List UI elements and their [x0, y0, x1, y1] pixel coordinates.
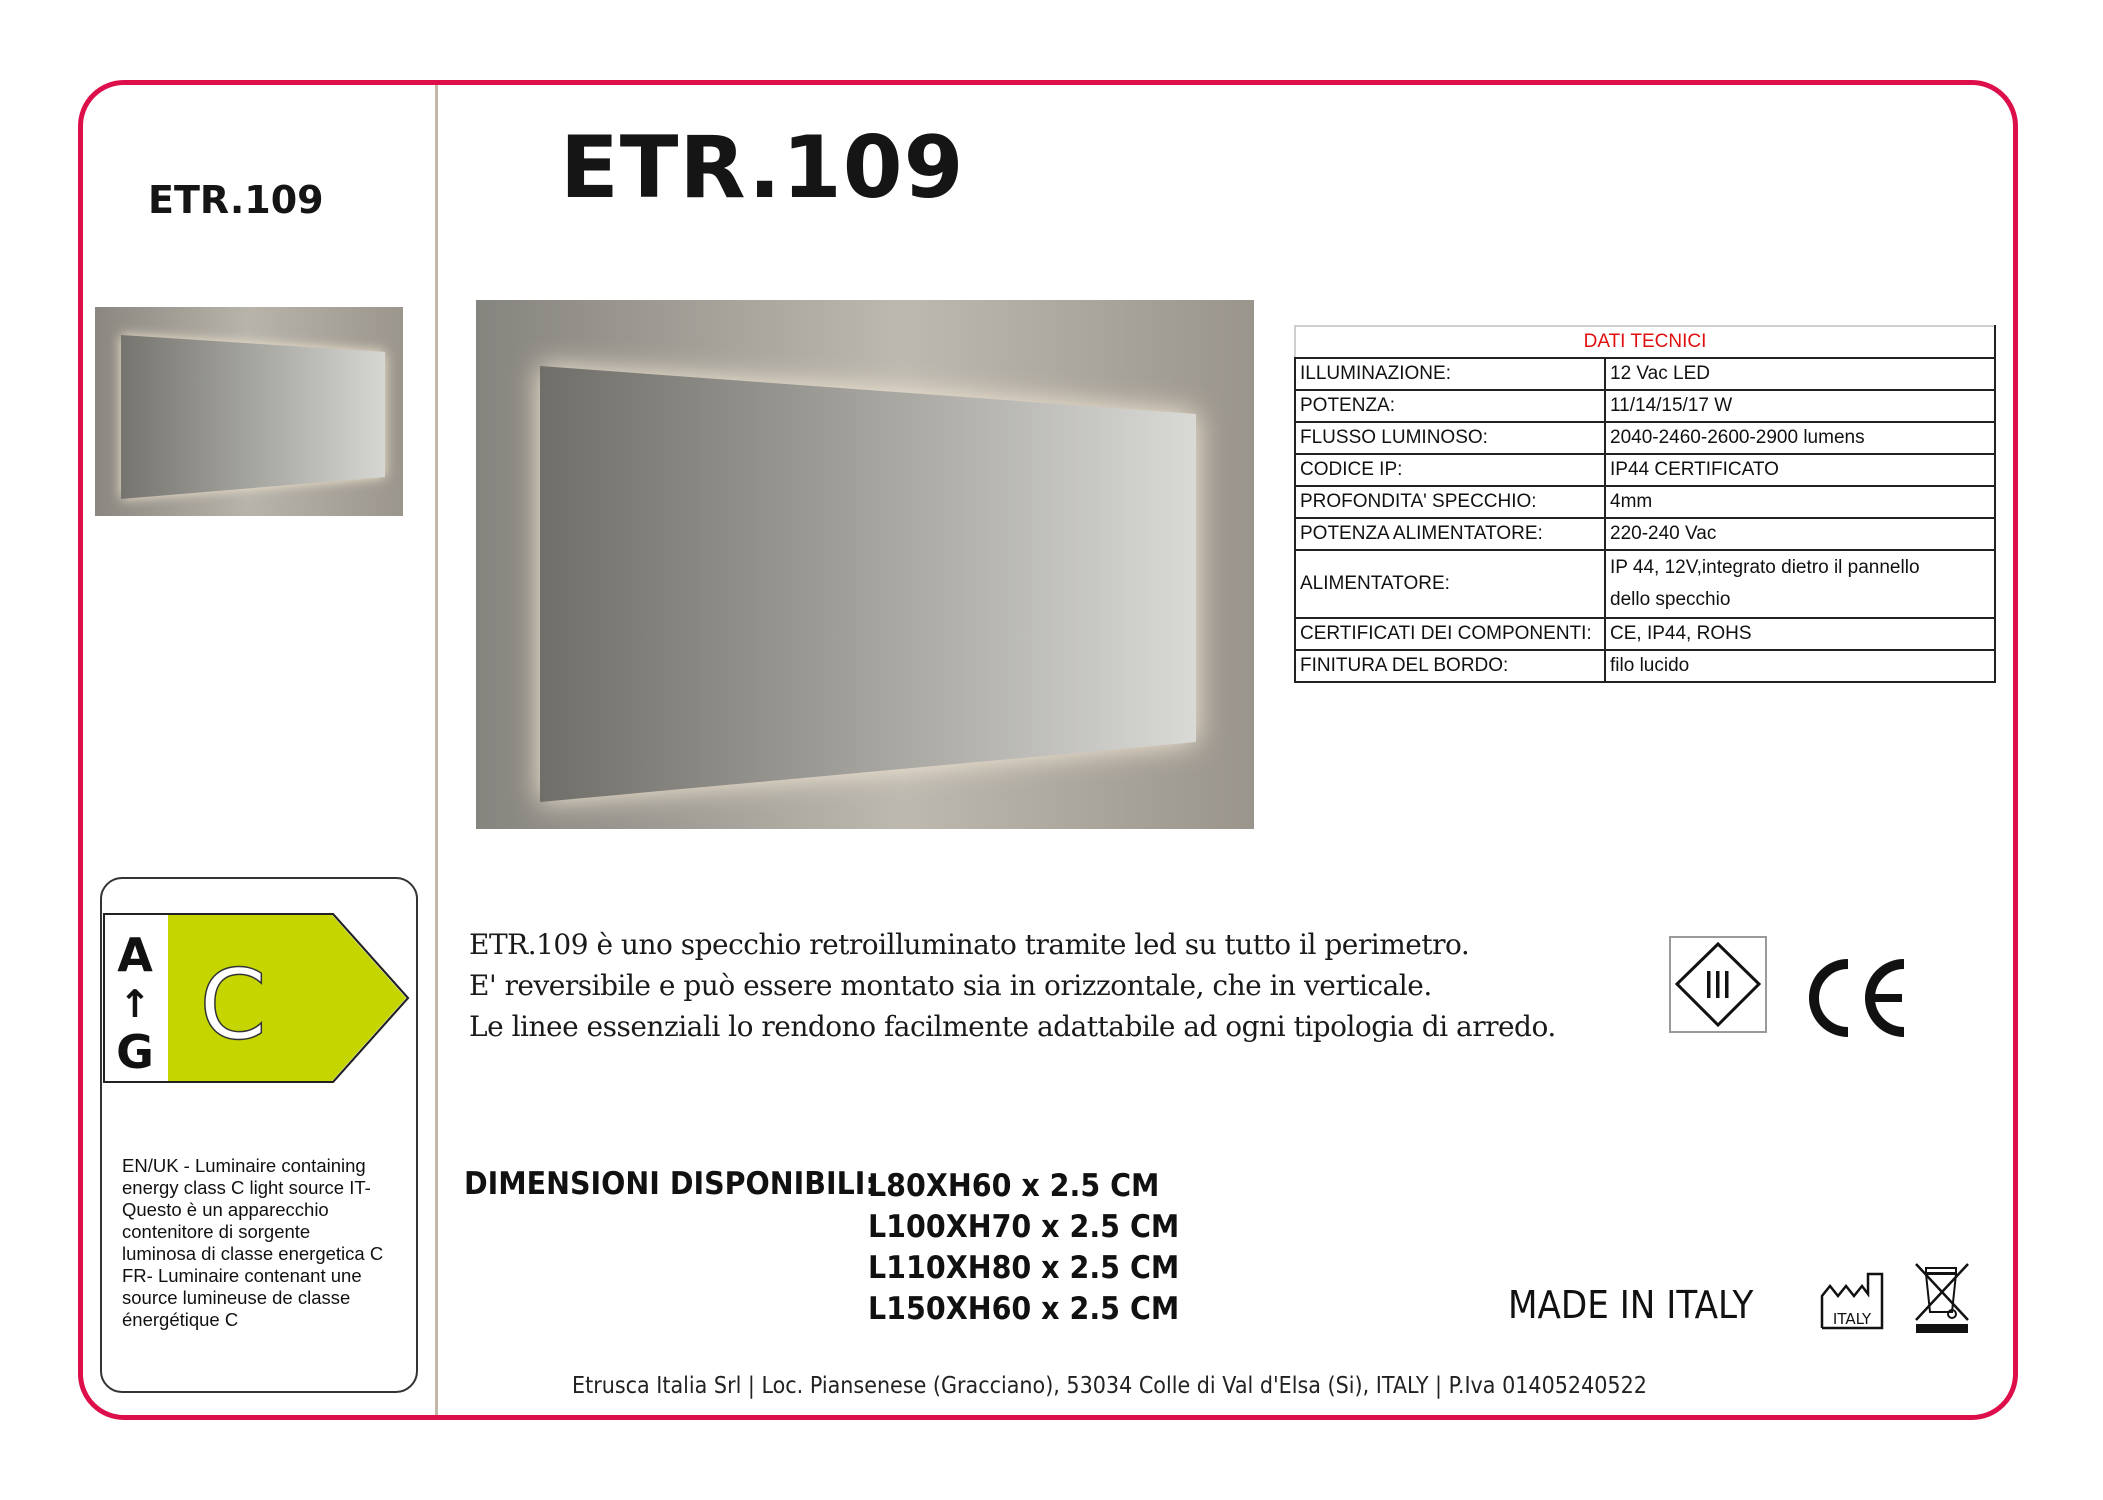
class-iii-icon	[1669, 936, 1767, 1033]
dimensions-list	[868, 1166, 1179, 1330]
spec-row	[1295, 390, 1995, 422]
dimension-item: L100XH70 x 2.5 CM	[868, 1209, 1180, 1245]
mirror-main-image	[476, 300, 1254, 829]
spec-value: IP44 CERTIFICATO	[1605, 454, 1995, 486]
product-description	[469, 924, 1556, 1047]
dimension-item: L110XH80 x 2.5 CM	[868, 1250, 1180, 1286]
spec-value: filo lucido	[1605, 650, 1995, 682]
spec-label: PROFONDITA' SPECCHIO:	[1295, 486, 1605, 518]
energy-text-line: Questo è un apparecchio	[122, 1199, 329, 1220]
spec-label: FINITURA DEL BORDO:	[1295, 650, 1605, 682]
energy-text-line: energy class C light source IT-	[122, 1177, 371, 1198]
svg-text:C: C	[199, 949, 267, 1061]
energy-text-line: source lumineuse de classe	[122, 1287, 351, 1308]
spec-label: POTENZA:	[1295, 390, 1605, 422]
spec-label: CODICE IP:	[1295, 454, 1605, 486]
mirror-thumbnail-image	[95, 307, 403, 516]
dimension-item: L80XH60 x 2.5 CM	[868, 1168, 1160, 1204]
svg-text:↑: ↑	[119, 982, 151, 1026]
spec-label: CERTIFICATI DEI COMPONENTI:	[1295, 618, 1605, 650]
weee-bin-icon	[1912, 1260, 1972, 1334]
spec-value: 12 Vac LED	[1605, 358, 1995, 390]
column-divider	[435, 85, 438, 1415]
spec-value	[1605, 550, 1995, 618]
spec-label: POTENZA ALIMENTATORE:	[1295, 518, 1605, 550]
energy-text-line: FR- Luminaire contenant une	[122, 1265, 362, 1286]
spec-value: 11/14/15/17 W	[1605, 390, 1995, 422]
spec-value: 2040-2460-2600-2900 lumens	[1605, 422, 1995, 454]
spec-row	[1295, 486, 1995, 518]
svg-text:ITALY: ITALY	[1832, 1310, 1872, 1328]
description-line: ETR.109 è uno specchio retroilluminato tramite led su tutto il perimetro.	[469, 928, 1470, 961]
spec-label: ALIMENTATORE:	[1295, 550, 1605, 618]
spec-label: FLUSSO LUMINOSO:	[1295, 422, 1605, 454]
spec-value: 220-240 Vac	[1605, 518, 1995, 550]
ce-mark-icon	[1808, 958, 1910, 1038]
dimensions-label: DIMENSIONI DISPONIBILI:	[464, 1166, 877, 1202]
svg-text:A: A	[117, 928, 153, 982]
factory-italy-icon	[1820, 1268, 1886, 1330]
description-line: E' reversibile e può essere montato sia in orizzontale, che in verticale.	[469, 969, 1432, 1002]
spec-table-title: DATI TECNICI	[1295, 326, 1995, 358]
technical-data-table	[1294, 325, 1996, 683]
spec-row	[1295, 454, 1995, 486]
description-line: Le linee essenziali lo rendono facilmente adattabile ad ogni tipologia di arredo.	[469, 1010, 1556, 1043]
product-title: ETR.109	[560, 118, 965, 218]
side-product-code: ETR.109	[148, 178, 324, 222]
energy-text-line: contenitore di sorgente	[122, 1221, 311, 1242]
spec-row	[1295, 550, 1995, 618]
spec-row	[1295, 422, 1995, 454]
spec-value: CE, IP44, ROHS	[1605, 618, 1995, 650]
energy-label-text	[122, 1155, 412, 1331]
company-footer: Etrusca Italia Srl | Loc. Piansenese (Gracciano), 53034 Colle di Val d'Elsa (Si), ITALY | P.Iva 01405240522	[572, 1373, 1647, 1399]
energy-text-line: luminosa di classe energetica C	[122, 1243, 384, 1264]
energy-class-arrow-icon	[103, 913, 410, 1083]
spec-value: 4mm	[1605, 486, 1995, 518]
spec-value-line: IP 44, 12V,integrato dietro il pannello	[1610, 557, 1920, 578]
spec-value-line: dello specchio	[1610, 589, 1731, 610]
dimension-item: L150XH60 x 2.5 CM	[868, 1291, 1180, 1327]
energy-text-line: EN/UK - Luminaire containing	[122, 1155, 366, 1176]
spec-row	[1295, 518, 1995, 550]
spec-label: ILLUMINAZIONE:	[1295, 358, 1605, 390]
spec-row	[1295, 618, 1995, 650]
energy-text-line: énergétique C	[122, 1309, 239, 1330]
made-in-italy-text: MADE IN ITALY	[1508, 1283, 1754, 1327]
svg-text:G: G	[116, 1025, 154, 1079]
spec-row	[1295, 650, 1995, 682]
spec-row	[1295, 358, 1995, 390]
